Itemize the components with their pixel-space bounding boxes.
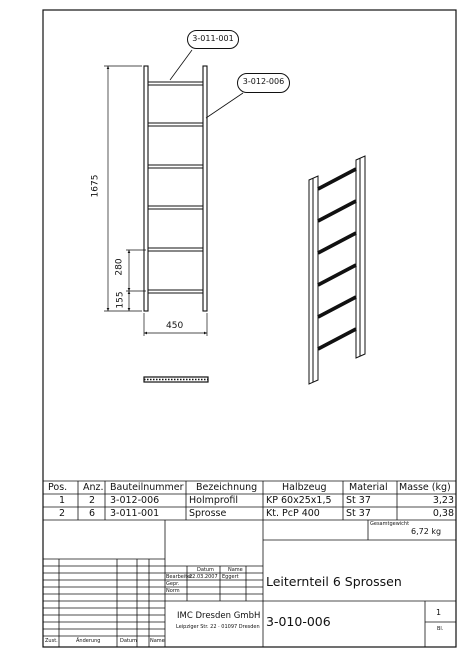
company-name: IMC Dresden GmbH [177,611,261,621]
header-semi-finished: Halbzeug [282,482,327,493]
ladder-top-view [144,377,208,382]
row2-qty: 6 [89,508,96,519]
total-mass-value: 6,72 kg [411,527,442,536]
sheet-label: Bl. [437,626,444,632]
dimension-bottom-offset-label: 155 [115,291,126,309]
rungs [148,82,203,293]
row2-part-number: 3-011-001 [110,508,160,519]
header-pos: Pos. [48,482,68,493]
header-description: Bezeichnung [196,482,258,493]
drawing-title: Leiternteil 6 Sprossen [266,574,402,589]
standard-label: Norm [166,588,180,594]
drawn-date: 22.03.2007 [189,574,218,580]
right-rail [203,66,207,311]
dimension-width-label: 450 [166,321,184,331]
ladder-isometric-view [309,156,365,384]
row1-pos: 1 [59,495,66,506]
callout-rung-part [187,30,239,49]
date-column-label: Datum [197,567,214,573]
ladder-front-view [144,66,207,311]
drawn-name: Eggert [222,574,239,580]
drawing-frame [43,10,456,647]
row2-mass: 0,38 [432,508,454,519]
callout-rail-label: 3-012-006 [242,77,285,86]
left-rail [144,66,148,311]
isometric-rungs [318,169,356,349]
name-column-label: Name [228,567,243,573]
revision-date-label: Datum [120,638,137,644]
row2-description: Sprosse [189,508,227,519]
header-material: Material [349,482,388,493]
callout-rail-part [237,73,290,93]
header-part-number: Bauteilnummer [110,482,184,493]
revision-status-label: Zust. [45,638,58,644]
checked-by-label: Gepr. [166,581,180,587]
header-mass: Masse (kg) [399,482,451,493]
row1-mass: 3,23 [432,495,454,506]
row2-pos: 2 [59,508,66,519]
callout-rung-label: 3-011-001 [192,34,234,43]
row2-semi-finished: Kt. PcP 400 [266,508,320,519]
row1-semi-finished: KP 60x25x1,5 [266,495,332,506]
dimension-height-label: 1675 [90,174,101,198]
row1-qty: 2 [89,495,96,506]
company-address: Leipziger Str. 22 · 01097 Dresden [176,624,260,630]
row1-part-number: 3-012-006 [110,495,160,506]
header-qty: Anz. [83,482,104,493]
dimension-rung-spacing-label: 280 [114,258,125,276]
total-mass-label: Gesamtgewicht [370,521,410,527]
drawn-by-label: Bearbeitet [166,574,193,580]
sheet-number: 1 [436,608,442,617]
revision-change-label: Änderung [76,638,101,644]
drawing-number: 3-010-006 [266,614,331,629]
row1-description: Holmprofil [189,495,239,506]
revision-name-label: Name [150,638,165,644]
row1-material: St 37 [346,495,371,506]
row2-material: St 37 [346,508,371,519]
